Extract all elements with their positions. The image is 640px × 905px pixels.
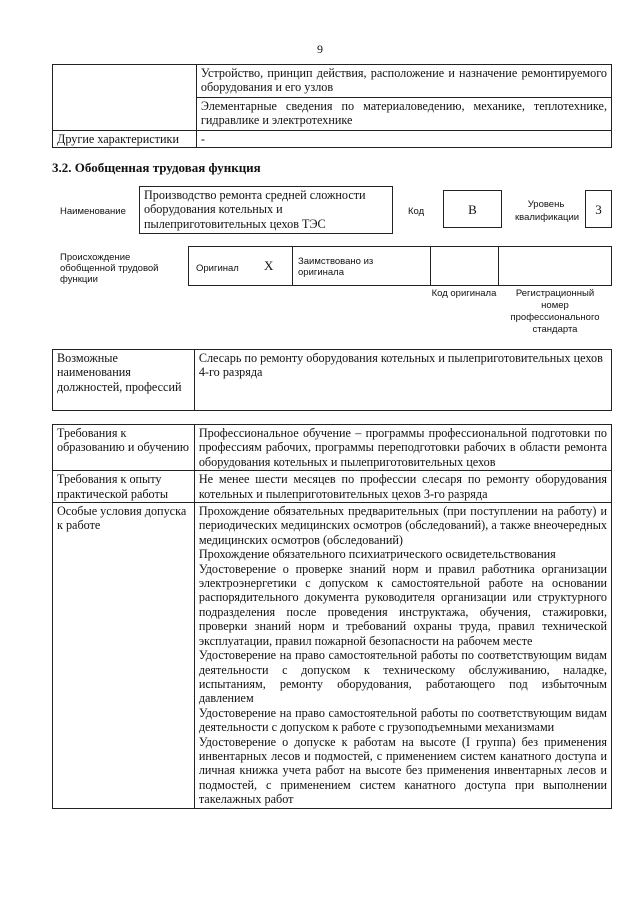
positions-label: Возможные наименования должностей, профессий: [53, 350, 195, 411]
page-number: 9: [317, 42, 323, 56]
table-row: [53, 425, 612, 471]
table-cell-value: Устройство, принцип действия, расположение и назначение ремонтируемого оборудования и его узлов: [196, 65, 611, 98]
borrowed-label: Заимствовано из оригинала: [298, 256, 374, 278]
req-item: Удостоверение о проверке знаний норм и правил работника организации электроэнергетики с допуском к самостоятельной работе на основании распорядительного документа руководителя организации или структурного подразделения после проведения инструктажа, обучения, стажировки, проверки знаний норм и требований охраны труда, правил технической эксплуатации, правил пожарной безопасности на рабочем месте: [198, 561, 607, 648]
req-label: Требования к образованию и обучению: [53, 425, 195, 471]
req-label: Требования к опыту практической работы: [53, 471, 195, 503]
table-row: [53, 131, 612, 148]
table-row: [53, 350, 612, 411]
req-item: Удостоверение о допуске к работам на высоте (I группа) без применения инвентарных лесов и подмостей, с применением систем канатного доступа и личная книжка учета работ на высоте без применения инвентарных лесов и подмостей, с применением систем канатного доступа при выполнении такелажных работ: [198, 734, 607, 807]
requirements-table: [52, 424, 612, 809]
req-item: Удостоверение на право самостоятельной работы по соответствующим видам деятельности с допуском к работе с грузоподъемными механизмами: [198, 705, 607, 735]
code-label: Код: [408, 206, 425, 217]
origin-divider: [430, 246, 431, 286]
table-cell-label: [53, 65, 197, 131]
req-value: Профессиональное обучение – программы профессиональной подготовки по профессиям рабочих, программы переподготовки рабочих в области ремонта оборудования котельных и пылеприготовительных цехов: [194, 425, 611, 471]
code-caption: Код оригинала: [431, 288, 497, 299]
table-row: [53, 471, 612, 503]
table-row: [53, 503, 612, 809]
table-row: [53, 65, 612, 98]
level-label: Уровень квалификации: [515, 199, 580, 223]
positions-table: [52, 349, 612, 411]
section-title: 3.2. Обобщенная трудовая функция: [52, 160, 261, 175]
req-value: Не менее шести месяцев по профессии слесаря по ремонту оборудования котельных и пылеприготовительных цехов 3-го разряда: [194, 471, 611, 503]
function-name-box: Производство ремонта средней сложности оборудования котельных и пылеприготовительных цехов ТЭС: [139, 186, 393, 234]
code-value-box: В: [443, 190, 502, 228]
table-cell-label: Другие характеристики: [53, 131, 197, 148]
req-label: Особые условия допуска к работе: [53, 503, 195, 809]
req-value-list: [194, 503, 611, 809]
table-cell-value: Элементарные сведения по материаловедению, механике, теплотехнике, гидравлике и электротехнике: [196, 98, 611, 131]
name-label: Наименование: [60, 206, 126, 217]
top-table: [52, 64, 612, 148]
req-item: Прохождение обязательного психиатрического освидетельствования: [198, 547, 556, 562]
original-label: Оригинал: [196, 263, 239, 274]
req-item: Удостоверение на право самостоятельной работы по соответствующим видам деятельности с допуском к техническому обслуживанию, наладке, испытаниям, ремонту оборудования, работающего под избыточным давлением: [198, 648, 607, 706]
original-mark: X: [264, 258, 274, 273]
positions-value: Слесарь по ремонту оборудования котельных и пылеприготовительных цехов 4-го разряда: [194, 350, 611, 411]
origin-label: Происхождение обобщенной трудовой функции: [60, 252, 159, 285]
level-value-box: 3: [585, 190, 612, 228]
table-cell-value: -: [196, 131, 611, 148]
req-item: Прохождение обязательных предварительных (при поступлении на работу) и периодических медицинских осмотров (обследований), а также внеочередных медицинских осмотров (обследований): [198, 504, 607, 547]
reg-caption: Регистрационный номер профессионального стандарта: [510, 288, 600, 335]
origin-divider: [498, 246, 499, 286]
origin-divider: [292, 246, 293, 286]
